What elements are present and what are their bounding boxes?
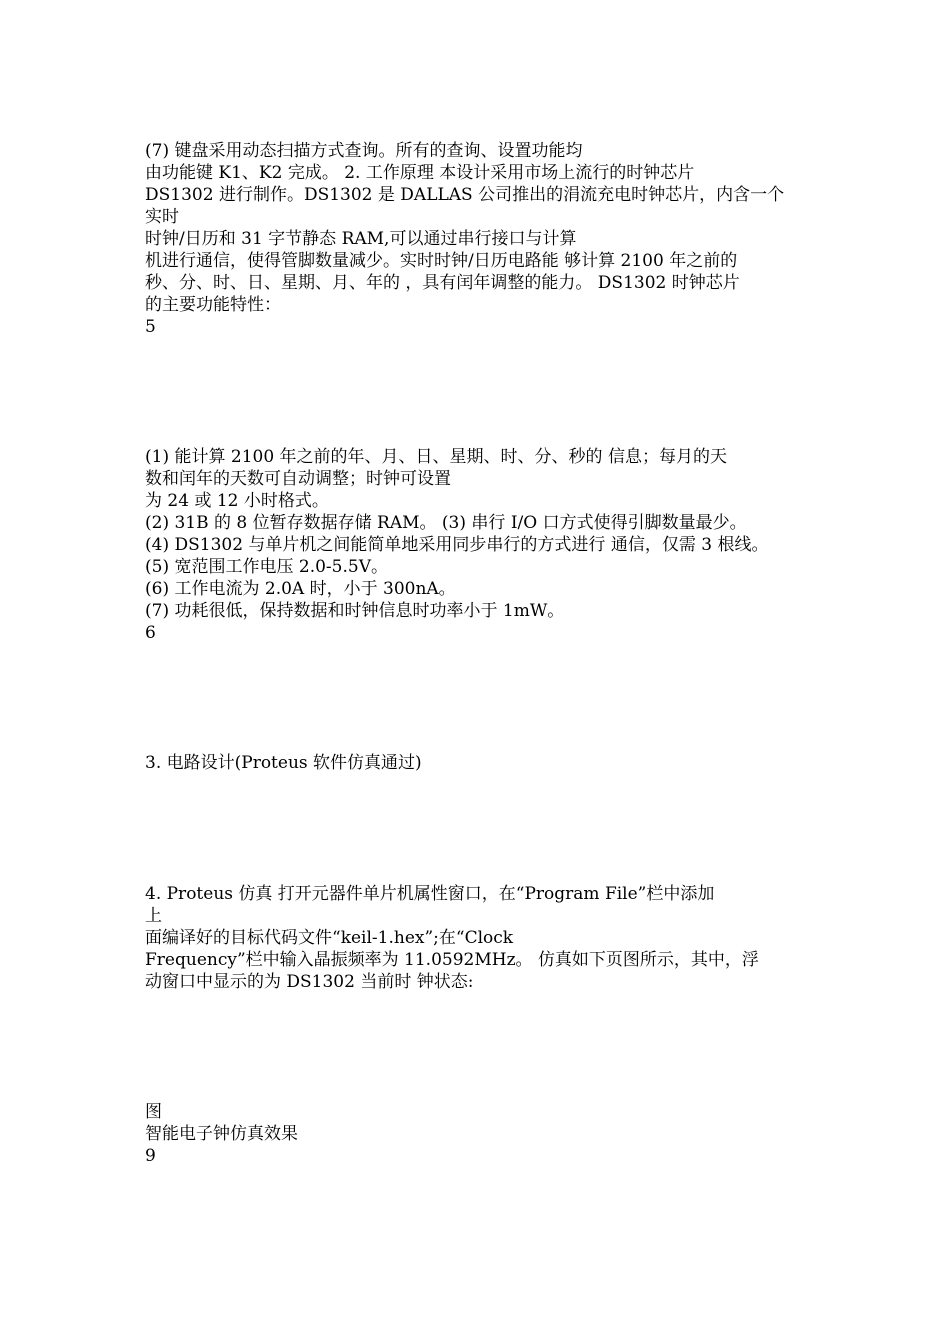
text-line: 实时 xyxy=(145,207,179,227)
text-line: 数和闰年的天数可自动调整；时钟可设置 xyxy=(145,469,451,489)
text-line: 面编译好的目标代码文件“keil-1.hex”;在“Clock xyxy=(145,928,514,948)
text-line: 秒、分、时、日、星期、月、年的 ，具有闰年调整的能力。 DS1302 时钟芯片 xyxy=(145,273,740,293)
text-line: (2) 31B 的 8 位暂存数据存储 RAM。 (3) 串行 I/O 口方式使得引脚数量最少。 xyxy=(145,513,747,533)
section-heading: 3. 电路设计(Proteus 软件仿真通过) xyxy=(145,753,422,773)
text-line: 机进行通信，使得管脚数量减少。实时时钟/日历电路能 够计算 2100 年之前的 xyxy=(145,251,738,271)
text-line: 上 xyxy=(145,906,162,926)
text-line: 由功能键 K1、K2 完成。 2. 工作原理 本设计采用市场上流行的时钟芯片 xyxy=(145,163,695,183)
text-line: (1) 能计算 2100 年之前的年、月、日、星期、时、分、秒的 信息；每月的天 xyxy=(145,447,727,467)
text-line: Frequency”栏中输入晶振频率为 11.0592MHz。 仿真如下页图所示，其中，浮 xyxy=(145,950,759,970)
page-number: 5 xyxy=(145,317,156,337)
text-line: (5) 宽范围工作电压 2.0-5.5V。 xyxy=(145,557,388,577)
page-number: 6 xyxy=(145,623,156,643)
text-line: (7) 功耗很低，保持数据和时钟信息时功率小于 1mW。 xyxy=(145,601,565,621)
text-line: DS1302 进行制作。DS1302 是 DALLAS 公司推出的涓流充电时钟芯片，内含一个 xyxy=(145,185,785,205)
figure-label: 图 xyxy=(145,1102,162,1122)
text-line: (7) 键盘采用动态扫描方式查询。所有的查询、设置功能均 xyxy=(145,141,583,161)
text-line: (4) DS1302 与单片机之间能简单地采用同步串行的方式进行 通信，仅需 3 根线。 xyxy=(145,535,769,555)
text-line: 4. Proteus 仿真 打开元器件单片机属性窗口，在“Program File”栏中添加 xyxy=(145,884,715,904)
page-number: 9 xyxy=(145,1146,156,1166)
text-line: 动窗口中显示的为 DS1302 当前时 钟状态: xyxy=(145,972,474,992)
text-line: 时钟/日历和 31 字节静态 RAM,可以通过串行接口与计算 xyxy=(145,229,577,249)
text-line: 为 24 或 12 小时格式。 xyxy=(145,491,329,511)
figure-caption: 智能电子钟仿真效果 xyxy=(145,1124,298,1144)
text-line: 的主要功能特性： xyxy=(145,295,281,315)
text-line: (6) 工作电流为 2.0A 时，小于 300nA。 xyxy=(145,579,456,599)
